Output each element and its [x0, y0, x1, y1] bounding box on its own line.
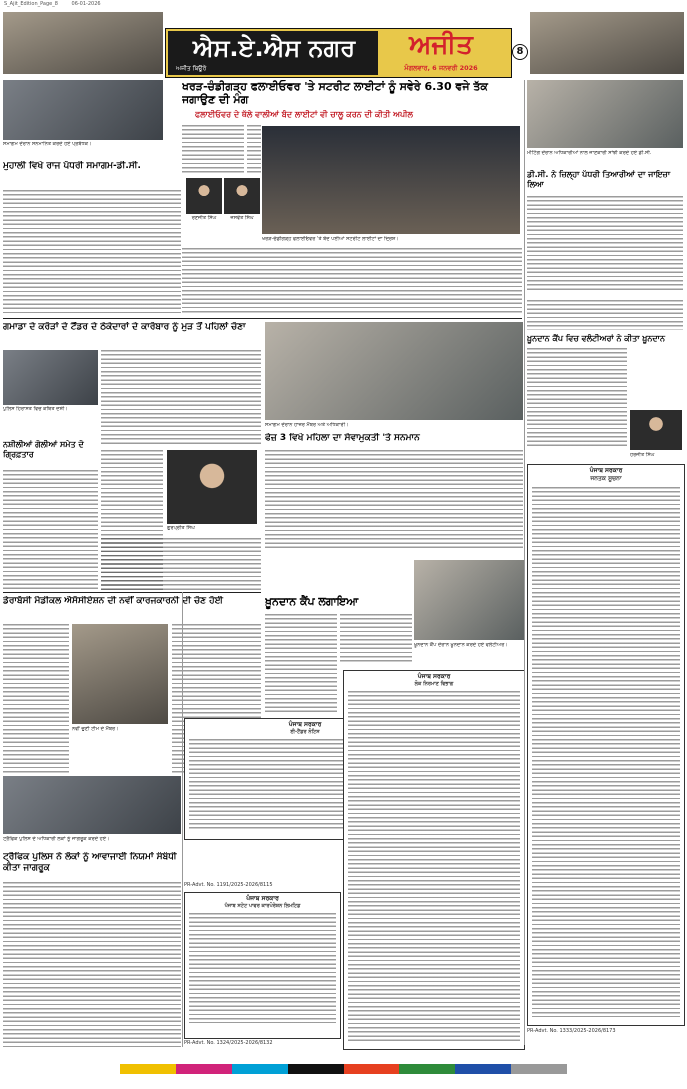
left-story2-subhead: ਨਸ਼ੀਲੀਆਂ ਗੋਲੀਆਂ ਸਮੇਤ ਦੋ ਗ੍ਰਿਫ਼ਤਾਰ — [3, 440, 84, 459]
right-story2-headline: ਖ਼ੂਨਦਾਨ ਕੈਂਪ ਵਿਚ ਵਲੰਟੀਅਰਾਂ ਨੇ ਕੀਤਾ ਖ਼ੂਨਦਾਨ — [527, 334, 665, 343]
masthead-date: ਮੰਗਲਵਾਰ, 6 ਜਨਵਰੀ 2026 — [404, 64, 478, 72]
lead-text-body — [182, 248, 522, 314]
right-story1-photo — [527, 80, 683, 148]
ad-tender4-footer: PR-Advt. No. 1333/2025-2026/8173 — [527, 1028, 616, 1034]
lead-subhead: ਫਲਾਈਓਵਰ ਦੇ ਥੱਲੇ ਵਾਲੀਆਂ ਬੰਦ ਲਾਈਟਾਂ ਵੀ ਚਾਲੂ ਕਰਨ ਦੀ ਕੀਤੀ ਅਪੀਲ — [195, 110, 413, 119]
left-story2-text-d — [101, 538, 261, 590]
left-story3-photo — [72, 624, 168, 724]
right-story1-headline: ਡੀ.ਸੀ. ਨੇ ਜ਼ਿਲ੍ਹਾ ਪੱਧਰੀ ਤਿਆਰੀਆਂ ਦਾ ਜਾਇਜ਼ਾ ਲਿਆ — [527, 170, 671, 189]
lead-photo — [262, 126, 520, 234]
print-info-bar — [0, 0, 687, 8]
ad-tender2-header: ਪੰਜਾਬ ਸਰਕਾਰ — [246, 895, 279, 902]
left-story1-headline: ਮੁਹਾਲੀ ਵਿਖੇ ਰਾਜ ਪੱਧਰੀ ਸਮਾਗਮ-ਡੀ.ਸੀ. — [3, 161, 141, 171]
left-story3-text-a — [3, 624, 69, 774]
left-story1-caption: ਸਮਾਗਮ ਦੌਰਾਨ ਸਨਮਾਨਿਤ ਕਰਦੇ ਹੋਏ ਪ੍ਰਬੰਧਕ। — [3, 141, 92, 147]
left-story4-photo — [3, 776, 181, 834]
ad-tender2-body — [189, 913, 336, 1023]
mid-story2-headline: ਖ਼ੂਨਦਾਨ ਕੈਂਪ ਲਗਾਇਆ — [265, 595, 359, 608]
mid-story2-text-b — [340, 614, 412, 664]
mid-story-caption: ਸਮਾਗਮ ਦੌਰਾਨ ਹਾਜ਼ਰ ਮੈਂਬਰ ਅਤੇ ਅਧਿਕਾਰੀ। — [265, 422, 349, 428]
section-rule-2 — [3, 592, 261, 593]
ad-tender-4 — [343, 670, 525, 1050]
ad-tender4-header: ਪੰਜਾਬ ਸਰਕਾਰ — [417, 673, 451, 680]
ad-tender2-title: ਪੰਜਾਬ ਸਟੇਟ ਪਾਵਰ ਕਾਰਪੋਰੇਸ਼ਨ ਲਿਮਟਿਡ — [224, 903, 301, 909]
masthead-paper-title: ਅਜੀਤ — [409, 30, 473, 60]
column-rule-2 — [524, 80, 525, 1045]
left-story2-photo — [3, 350, 98, 405]
ad-tender3-header: ਪੰਜਾਬ ਸਰਕਾਰ — [589, 467, 623, 474]
lead-portrait-2 — [224, 178, 260, 214]
ad-tender4-title: ਲੋਕ ਨਿਰਮਾਣ ਵਿਭਾਗ — [414, 681, 454, 687]
mid-story2-photo — [414, 560, 524, 640]
masthead-city-title: ਐਸ.ਏ.ਐਸ ਨਗਰ — [192, 34, 356, 62]
lead-text-col1 — [182, 125, 244, 175]
right-story1-text — [527, 196, 683, 291]
left-story4-text — [3, 882, 181, 1047]
print-date: 06-01-2026 — [71, 1, 101, 7]
mid-story-photo — [265, 322, 523, 420]
masthead-city-subtitle: ਅਜੀਤ ਬਿਊਰੋ — [176, 65, 207, 72]
lead-headline: ਖਰੜ-ਚੰਡੀਗੜ੍ਹ ਫਲਾਈਓਵਰ 'ਤੇ ਸਟਰੀਟ ਲਾਈਟਾਂ ਨੂੰ ਸਵੇਰੇ 6.30 ਵਜੇ ਤੱਕ ਜਗਾਉਣ ਦੀ ਮੰਗ — [182, 80, 488, 106]
lead-portrait-1 — [186, 178, 222, 214]
lead-photo-caption: ਖਰੜ-ਚੰਡੀਗੜ੍ਹ ਫਲਾਈਓਵਰ 'ਤੇ ਬੰਦ ਪਈਆਂ ਸਟਰੀਟ ਲਾਈਟਾਂ ਦਾ ਦ੍ਰਿਸ਼। — [262, 236, 399, 242]
ad-tender1-title: ਈ-ਟੈਂਡਰ ਨੋਟਿਸ — [290, 729, 320, 735]
ad-tender1-header: ਪੰਜਾਬ ਸਰਕਾਰ — [288, 721, 322, 728]
left-story2-portrait — [167, 450, 257, 524]
ad-tender4-body — [348, 691, 520, 1041]
left-story2-headline: ਗਮਾਡਾ ਦੇ ਕਰੋੜਾਂ ਦੇ ਟੈਂਡਰ ਦੇ ਠੇਕੇਦਾਰਾਂ ਦੇ ਕਾਰੋਬਾਰ ਨੂੰ ਮੁੜ ਤੋਂ ਪਹਿਲਾਂ ਚੋਣਾ — [3, 322, 246, 332]
mid-story-headline: ਫੇਜ਼ 3 ਵਿਖੇ ਮਹਿਲਾ ਦਾ ਸੇਵਾਮੁਕਤੀ 'ਤੇ ਸਨਮਾਨ — [265, 433, 420, 443]
ad-tender3-body — [532, 487, 680, 1017]
column-rule-1 — [182, 592, 183, 1047]
file-info: S_Ajit_Edition_Page_8 — [4, 1, 58, 7]
masthead-right-photo — [530, 12, 684, 74]
left-story4-caption: ਟ੍ਰੈਫਿਕ ਪੁਲਿਸ ਦੇ ਅਧਿਕਾਰੀ ਲੋਕਾਂ ਨੂੰ ਜਾਗਰੂਕ ਕਰਦੇ ਹੋਏ। — [3, 836, 110, 842]
masthead-left-photo — [3, 12, 163, 74]
left-story2-portrait-caption: ਗੁਰਪ੍ਰੀਤ ਸਿੰਘ — [167, 525, 195, 531]
left-story4-headline: ਟ੍ਰੈਫਿਕ ਪੁਲਿਸ ਨੇ ਲੋਕਾਂ ਨੂੰ ਆਵਾਜਾਈ ਨਿਯਮਾਂ ਸੰਬੰਧੀ ਕੀਤਾ ਜਾਗਰੂਕ — [3, 852, 177, 873]
right-story2-text — [527, 348, 627, 448]
left-story2-text-b — [3, 470, 98, 590]
lead-portrait2-caption: ਜਸਵੰਤ ਸਿੰਘ — [230, 215, 254, 221]
left-story3-caption: ਨਵੀਂ ਚੁਣੀ ਟੀਮ ਦੇ ਮੈਂਬਰ। — [72, 726, 119, 732]
ad-tender1-footer: PR-Advt. No. 1191/2025-2026/8115 — [184, 882, 273, 888]
right-story1-caption: ਮੀਟਿੰਗ ਦੌਰਾਨ ਅਧਿਕਾਰੀਆਂ ਨਾਲ ਜਾਣਕਾਰੀ ਸਾਂਝੀ ਕਰਦੇ ਹੋਏ ਡੀ.ਸੀ. — [527, 150, 652, 156]
right-story2-portrait — [630, 410, 682, 450]
ad-tender-3 — [527, 464, 685, 1026]
lead-text-col2 — [247, 125, 261, 175]
left-story2-caption1: ਪੁਲਿਸ ਹਿਰਾਸਤ ਵਿਚ ਕਥਿਤ ਦੋਸ਼ੀ। — [3, 406, 68, 412]
left-story2-text — [101, 350, 261, 445]
right-story2-portrait-caption: ਹਰਜੀਤ ਸਿੰਘ — [630, 452, 655, 458]
left-story3-headline: ਡੇਰਾਬੱਸੀ ਮੈਡੀਕਲ ਐਸੋਸੀਏਸ਼ਨ ਦੀ ਨਵੀਂ ਕਾਰਜਕਾਰਨੀ ਦੀ ਚੋਣ ਹੋਈ — [3, 596, 224, 606]
ad-tender3-title: ਜਨਤਕ ਸੂਚਨਾ — [590, 475, 622, 482]
section-rule-1 — [3, 318, 522, 319]
left-story1-photo — [3, 80, 163, 140]
right-story1-text-b — [527, 300, 683, 330]
left-story1-text — [3, 190, 181, 315]
masthead — [165, 28, 512, 78]
mid-story2-text — [265, 614, 337, 714]
page-number-badge: 8 — [512, 44, 528, 60]
bottom-registration-strip — [120, 1064, 567, 1074]
ad-tender2-footer: PR-Advt. No. 1324/2025-2026/8132 — [184, 1040, 273, 1046]
ad-tender-2 — [184, 892, 341, 1039]
mid-story2-photo-caption: ਖ਼ੂਨਦਾਨ ਕੈਂਪ ਦੌਰਾਨ ਖ਼ੂਨਦਾਨ ਕਰਦੇ ਹੋਏ ਵਲੰਟੀਅਰ। — [414, 642, 508, 648]
lead-portrait1-caption: ਰਣਜੀਤ ਸਿੰਘ — [191, 215, 217, 221]
mid-story-text — [265, 450, 523, 548]
